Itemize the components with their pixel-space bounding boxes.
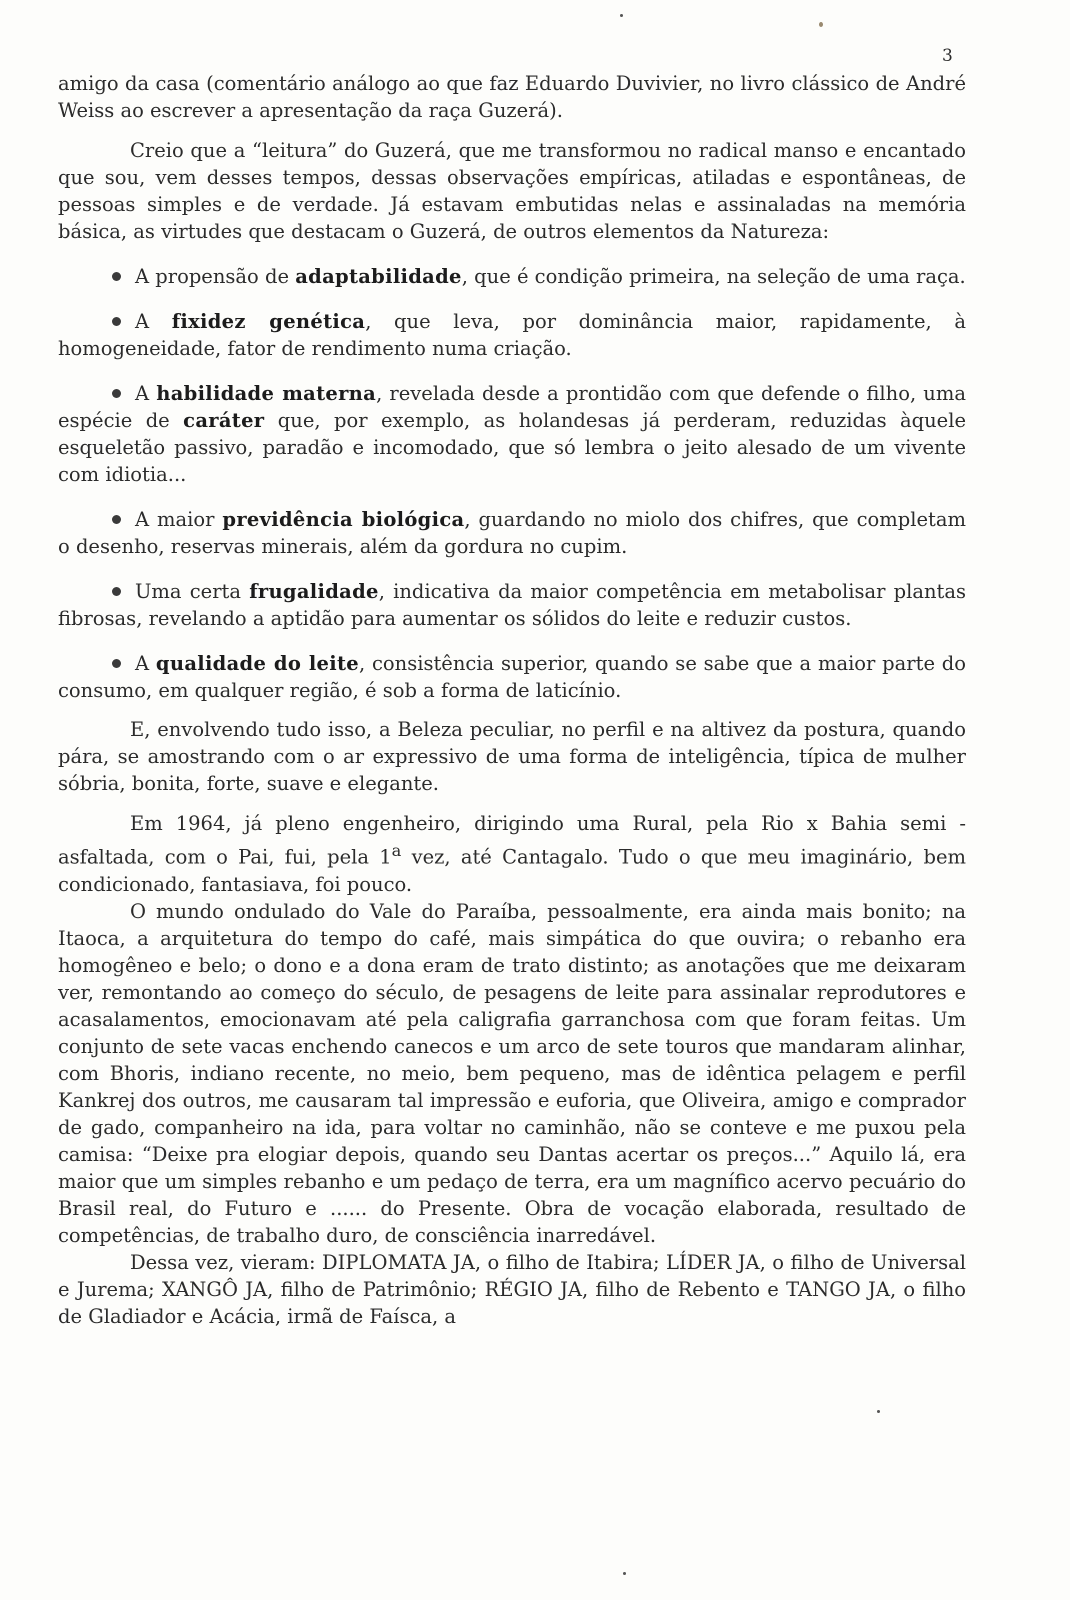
- bullet-icon: [112, 659, 121, 668]
- intro-paragraph: amigo da casa (comentário análogo ao que faz Eduardo Duvivier, no livro clássico de André Weiss ao escrever a apresentação da raça Guzerá).: [58, 72, 966, 122]
- body-paragraph: Em 1964, já pleno engenheiro, dirigindo uma Rural, pela Rio x Bahia semi - asfaltada, com o Pai, fui, pela 1$^a$ vez, até Cantagalo. Tudo o que meu imaginário, bem condicionado, fantasiava, foi pouco.: [58, 812, 966, 896]
- body-paragraph: O mundo ondulado do Vale do Paraíba, pessoalmente, era ainda mais bonito; na Itaoca, a arquitetura do tempo do café, mais simpática do que ouvira; o rebanho era homogêneo e belo; o dono e a dona eram de trato distinto; as anotações que me deixaram ver, remontando ao começo do século, de pesagens de leite para assinalar reprodutores e acasalamentos, emocionavam até pela caligrafia garranchosa com que foram feitas. Um conjunto de sete vacas enchendo canecos e um arco de sete touros que mandaram alinhar, com Bhoris, indiano recente, no meio, bem pequeno, mas de idêntica pelagem e perfil Kankrej dos outros, me causaram tal impressão e euforia, que Oliveira, amigo e comprador de gado, companheiro na ida, para voltar no caminhão, não se conteve e me puxou pela camisa: “Deixe pra elogiar depois, quando seu Dantas acertar os preços...” Aquilo lá, era maior que um simples rebanho e um pedaço de terra, era um magnífico acervo pecuário do Brasil real, do Futuro e ...... do Presente. Obra de vocação elaborada, resultado de competências, de trabalho duro, de consciência inarredável.: [58, 899, 966, 1247]
- body-paragraph: Dessa vez, vieram: DIPLOMATA JA, o filho de Itabira; LÍDER JA, o filho de Universal e Jurema; XANGÔ JA, filho de Patrimônio; RÉGIO JA, filho de Rebento e TANGO JA, o filho de Gladiador e Acácia, irmã de Faísca, a: [58, 1250, 966, 1328]
- bullet-icon: [112, 587, 121, 596]
- bullet-item: A maior previdência biológica, guardando no miolo dos chifres, que completam o desenho, reservas minerais, além da gordura no cupim.: [58, 508, 966, 558]
- bullet-item: Uma certa frugalidade, indicativa da maior competência em metabolisar plantas fibrosas, revelando a aptidão para aumentar os sólidos do leite e reduzir custos.: [58, 580, 967, 630]
- bullet-item: A qualidade do leite, consistência superior, quando se sabe que a maior parte do consumo, em qualquer região, é sob a forma de laticínio.: [58, 652, 967, 702]
- document-body: [58, 70, 966, 1330]
- page-number: 3: [942, 46, 953, 66]
- highlight-term: habilidade materna: [156, 382, 377, 405]
- highlight-term: adaptabilidade: [295, 265, 462, 288]
- scan-speck: [877, 1410, 880, 1413]
- highlight-term: frugalidade: [249, 580, 379, 603]
- scan-speck: [819, 22, 823, 27]
- bullet-item: A habilidade materna, revelada desde a prontidão com que defende o filho, uma espécie de caráter que, por exemplo, as holandesas já perderam, reduzidas àquele esqueletão passivo, paradão e incomodado, que só lembra o jeito alesado de um vivente com idiotia...: [58, 382, 966, 486]
- bullet-item: A fixidez genética, que leva, por dominância maior, rapidamente, à homogeneidade, fator de rendimento numa criação.: [58, 310, 967, 360]
- highlight-term: qualidade do leite: [155, 652, 359, 675]
- bullet-item: A propensão de adaptabilidade, que é condição primeira, na seleção de uma raça.: [58, 263, 966, 290]
- bullet-icon: [112, 317, 121, 326]
- highlight-term: fixidez genética: [171, 310, 366, 333]
- bullet-icon: [112, 389, 121, 398]
- highlight-term: caráter: [183, 409, 265, 432]
- intro-paragraph: Creio que a “leitura” do Guzerá, que me transformou no radical manso e encantado que sou, vem desses tempos, dessas observações empíricas, atiladas e espontâneas, de pessoas simples e de verdade. Já estavam embutidas nelas e assinaladas na memória básica, as virtudes que destacam o Guzerá, de outros elementos da Natureza:: [58, 139, 966, 243]
- bullet-icon: [112, 272, 121, 281]
- highlight-term: previdência biológica: [222, 508, 465, 531]
- body-paragraph: E, envolvendo tudo isso, a Beleza peculiar, no perfil e na altivez da postura, quando pára, se amostrando com o ar expressivo de uma forma de inteligência, típica de mulher sóbria, bonita, forte, suave e elegante.: [58, 718, 966, 795]
- scan-speck: [620, 14, 623, 17]
- bullet-icon: [112, 515, 121, 524]
- scan-speck: [623, 1572, 626, 1575]
